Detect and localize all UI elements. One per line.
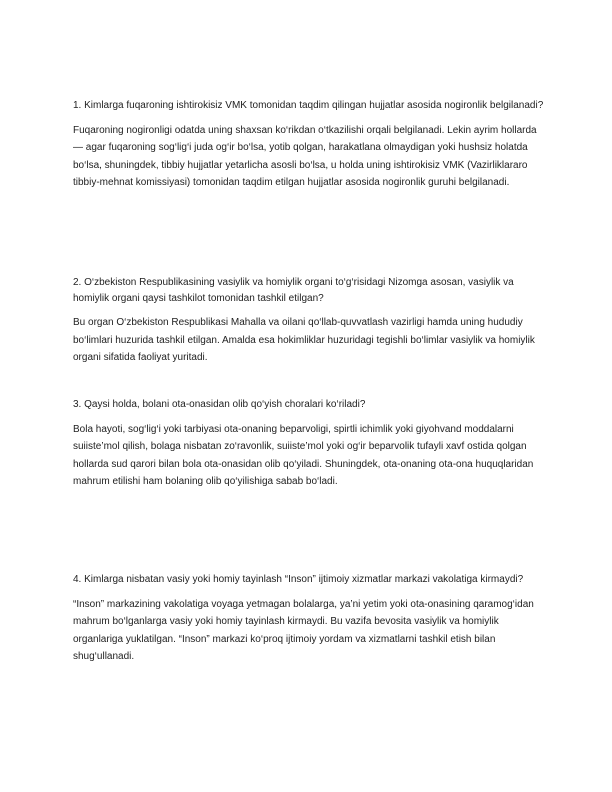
answer-1: Fuqaroning nogironligi odatda uning shaxsan ko‘rikdan o‘tkazilishi orqali belgilanadi. Lekin ayrim hollarda — agar fuqaroning sog‘lig‘i juda og‘ir bo‘lsa, yotib qolgan, harakatlana olmaydigan yoki hushsiz holatda bo‘lsa, shuningdek, tibbiy hujjatlar yetarlicha asosli bo‘lsa, u holda uning ishtirokisiz VMK (Vazirliklararo tibbiy-mehnat komissiyasi) tomonidan taqdim etilgan hujjatlar asosida nogironlik guruhi belgilanadi. xyxy=(73,124,537,188)
question-1: 1. Kimlarga fuqaroning ishtirokisiz VMK tomonidan taqdim qilingan hujjatlar asosida nogironlik belgilanadi? xyxy=(73,100,544,111)
qa-section-2 xyxy=(73,275,547,367)
answer-4: “Inson” markazining vakolatiga voyaga yetmagan bolalarga, ya’ni yetim yoki ota-onasining qaramog‘idan mahrum bo‘lganlarga vasiy yoki homiy tayinlash kirmaydi. Bu vazifa bevosita vasiylik va homiylik organlariga yuklatilgan. “Inson” markazi ko‘proq ijtimoiy yordam va xizmatlarni tashkil etish bilan shug‘ullanadi. xyxy=(73,598,534,662)
question-3: 3. Qaysi holda, bolani ota-onasidan olib qo‘yish choralari ko‘riladi? xyxy=(73,399,366,410)
answer-2: Bu organ O‘zbekiston Respublikasi Mahalla va oilani qo‘llab-quvvatlash vazirligi hamda uning hududiy bo‘limlari huzurida tashkil etilgan. Amalda esa hokimliklar huzuridagi tegishli bo‘limlar vasiylik va homiylik organi sifatida faoliyat yuritadi. xyxy=(73,317,535,363)
qa-section-1 xyxy=(73,98,547,192)
question-2: 2. O‘zbekiston Respublikasining vasiylik va homiylik organi to‘g‘risidagi Nizomga asosan, vasiylik va homiylik organi qaysi tashkilot tomonidan tashkil etilgan? xyxy=(73,277,514,304)
answer-3: Bola hayoti, sog‘lig‘i yoki tarbiyasi ota-onaning beparvoligi, spirtli ichimlik yoki giyohvand moddalarni suiiste’mol qilish, bolaga nisbatan zo‘ravonlik, suiiste’mol yoki og‘ir beparvolik tufayli xavf ostida qolgan hollarda sud qarori bilan bola ota-onasidan olib qo‘yiladi. Shuningdek, ota-onaning ota-ona huquqlaridan mahrum etilishi ham bolaning olib qo‘yilishiga sabab bo‘ladi. xyxy=(73,423,534,487)
qa-section-4 xyxy=(73,572,547,666)
qa-section-3 xyxy=(73,397,547,491)
question-4: 4. Kimlarga nisbatan vasiy yoki homiy tayinlash “Inson” ijtimoiy xizmatlar markazi vakolatiga kirmaydi? xyxy=(73,574,524,585)
